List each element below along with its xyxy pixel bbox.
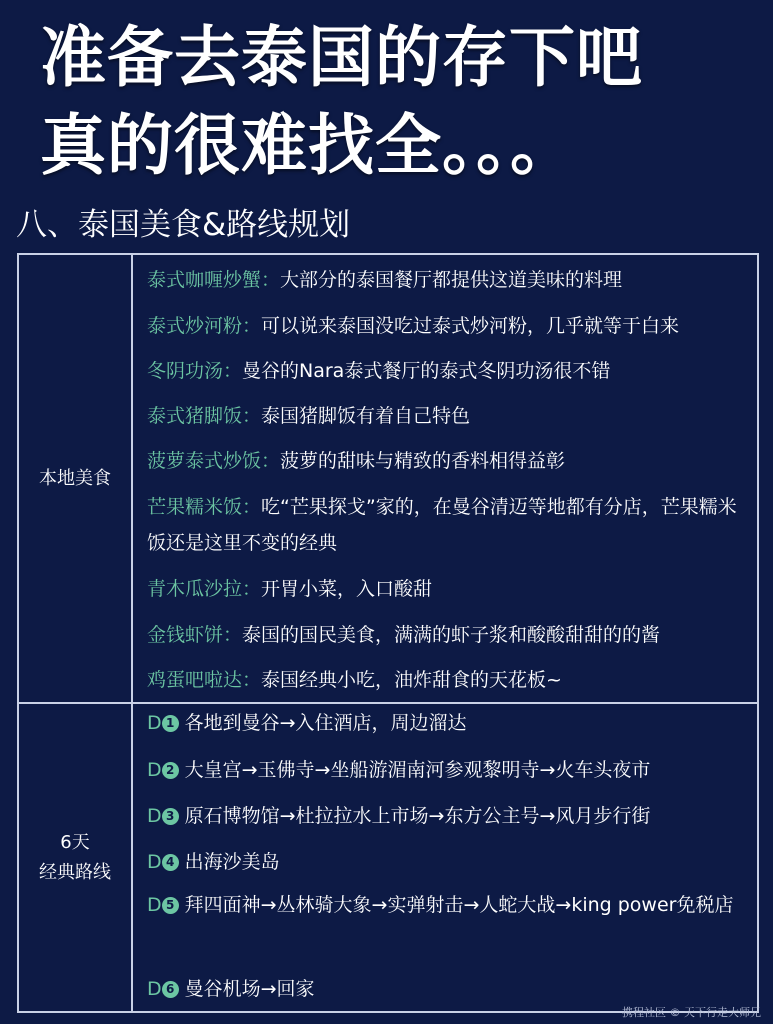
food-item-desc: 泰国经典小吃，油炸甜食的天花板~ [261, 669, 562, 691]
day-number-badge: 2 [162, 762, 179, 779]
route-day [147, 843, 747, 881]
page-title [40, 14, 760, 190]
food-category-cell [19, 255, 133, 702]
day-number-badge: 5 [162, 897, 179, 914]
day-itinerary: 拜四面神→丛林骑大象→实弹射击→人蛇大战→king power免税店 [184, 894, 734, 916]
day-number-badge: 4 [162, 854, 179, 871]
day-itinerary: 大皇宫→玉佛寺→坐船游湄南河参观黎明寺→火车头夜市 [184, 759, 651, 781]
day-prefix: D [147, 978, 162, 1000]
day-prefix: D [147, 759, 162, 781]
day-itinerary: 原石博物馆→杜拉拉水上市场→东方公主号→风月步行街 [184, 805, 651, 827]
food-item [147, 261, 747, 299]
food-item-desc: 开胃小菜，入口酸甜 [261, 578, 433, 600]
route-day [147, 797, 747, 835]
food-item-desc: 泰国的国民美食，满满的虾子浆和酸酸甜甜的的酱 [242, 624, 661, 646]
day-number-badge: 3 [162, 808, 179, 825]
food-item-name: 鸡蛋吧啦达： [147, 669, 262, 691]
food-list [147, 255, 747, 702]
route-category-cell [19, 704, 133, 1011]
title-line-2: 真的很难找全。。。 [40, 107, 577, 184]
food-item-name: 金钱虾饼： [147, 624, 243, 646]
food-category-label: 本地美食 [39, 467, 111, 489]
section-heading: 八、泰国美食&路线规划 [16, 207, 351, 243]
food-item-name: 冬阴功汤： [147, 360, 243, 382]
day-itinerary: 曼谷机场→回家 [184, 978, 315, 1000]
route-list [147, 704, 747, 1011]
route-day [147, 704, 747, 742]
route-day [147, 887, 747, 923]
food-item-name: 泰式炒河粉： [147, 315, 262, 337]
day-prefix: D [147, 851, 162, 873]
route-day [147, 970, 747, 1008]
day-prefix: D [147, 712, 162, 734]
route-category-label: 经典路线 [39, 861, 111, 883]
day-number-badge: 6 [162, 981, 179, 998]
food-item [147, 661, 747, 699]
route-row [19, 704, 757, 1011]
food-item-name: 泰式猪脚饭： [147, 405, 262, 427]
food-item [147, 397, 747, 435]
day-itinerary: 出海沙美岛 [184, 851, 280, 873]
food-item-name: 青木瓜沙拉： [147, 578, 262, 600]
food-item [147, 352, 747, 390]
route-day [147, 751, 747, 789]
day-itinerary: 各地到曼谷→入住酒店，周边溜达 [184, 712, 467, 734]
food-item-desc: 泰国猪脚饭有着自己特色 [261, 405, 471, 427]
food-item-desc: 大部分的泰国餐厅都提供这道美味的料理 [280, 269, 623, 291]
food-row [19, 255, 757, 704]
food-item-name: 芒果糯米饭： [147, 496, 262, 518]
food-item-name: 菠萝泰式炒饭： [147, 450, 281, 472]
plan-table [17, 253, 759, 1013]
title-line-1: 准备去泰国的存下吧 [40, 19, 643, 96]
day-number-badge: 1 [162, 715, 179, 732]
watermark: 携程社区 © 天下行走大师兄 [622, 1006, 761, 1019]
route-days-label: 6天 [60, 831, 90, 853]
food-item [147, 442, 747, 480]
food-item [147, 570, 747, 608]
food-item [147, 489, 747, 561]
day-prefix: D [147, 805, 162, 827]
food-item [147, 307, 747, 345]
food-item-desc: 曼谷的Nara泰式餐厅的泰式冬阴功汤很不错 [242, 360, 611, 382]
day-prefix: D [147, 894, 162, 916]
food-item-desc: 吃“芒果探戈”家的，在曼谷清迈等地都有分店，芒果糯米饭还是这里不变的经典 [147, 496, 737, 554]
food-item [147, 616, 747, 654]
food-item-desc: 可以说来泰国没吃过泰式炒河粉，几乎就等于白来 [261, 315, 680, 337]
food-item-name: 泰式咖喱炒蟹： [147, 269, 281, 291]
food-item-desc: 菠萝的甜味与精致的香料相得益彰 [280, 450, 566, 472]
